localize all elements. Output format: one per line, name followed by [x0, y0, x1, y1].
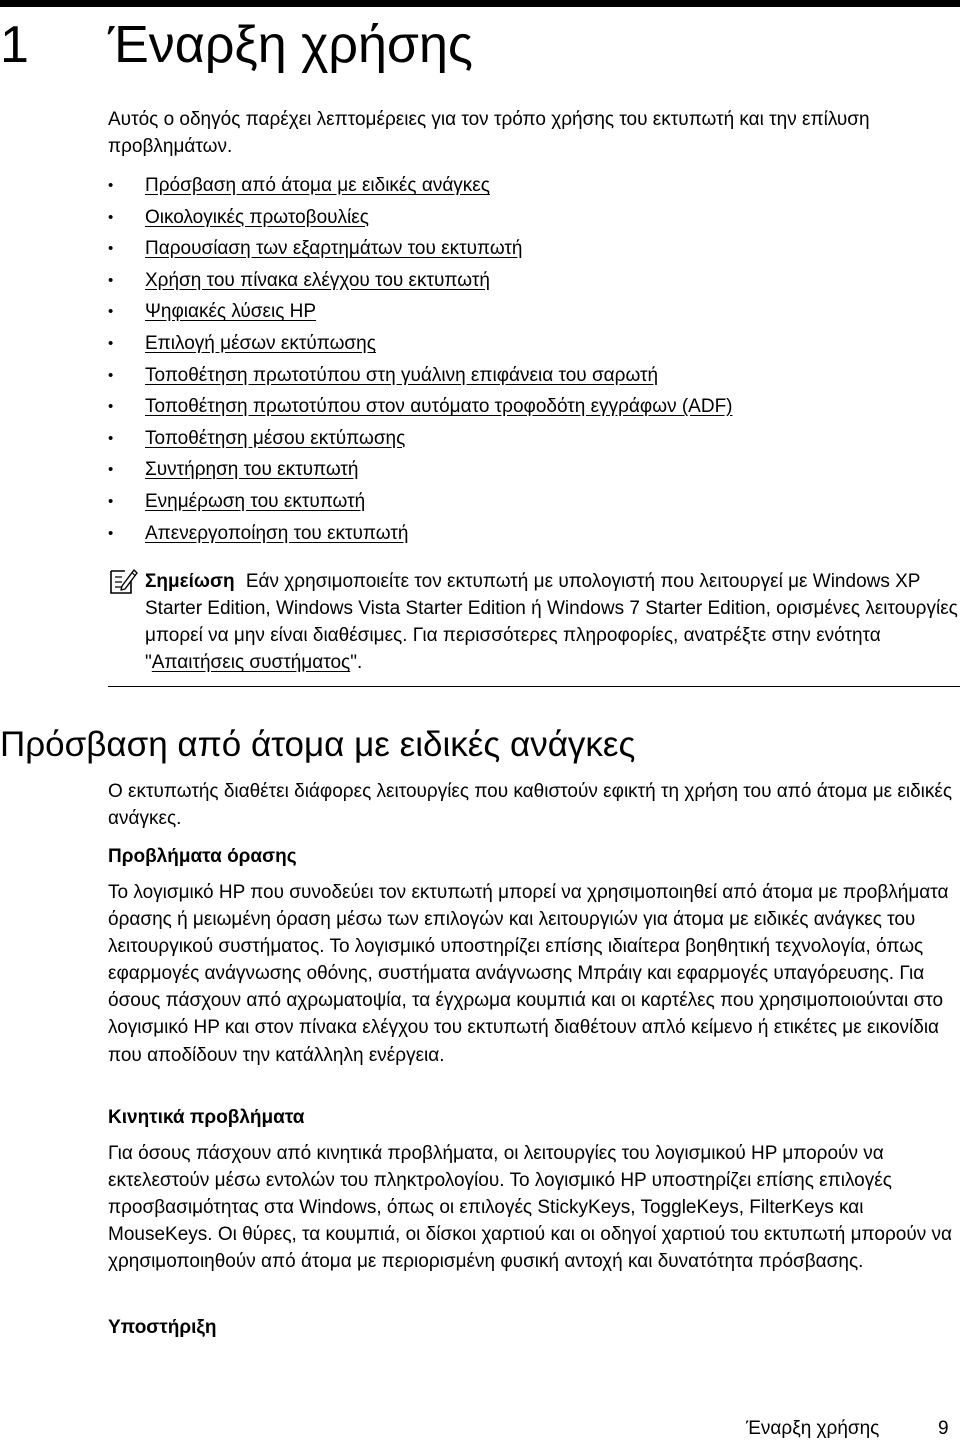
- system-requirements-link[interactable]: Απαιτήσεις συστήματος: [151, 652, 351, 673]
- vision-paragraph: Το λογισμικό HP που συνοδεύει τον εκτυπωτή μπορεί να χρησιμοποιηθεί από άτομα με προβλήματα όρασης ή μειωμένη όραση μέσω των επιλογών και λειτουργιών για άτομα με ειδικές ανάγκες του λειτουργικού συστήματος. Το λογισμικό υποστηρίζει επίσης ιδιαίτερα βοηθητική τεχνολογία, όπως εφαρμογές ανάγνωσης οθόνης, συστήματα ανάγνωσης Μπράιγ και εφαρμογές υπαγόρευσης. Για όσους πάσχουν από αχρωματοψία, τα έγχρωμα κουμπιά και οι καρτέλες που χρησιμοποιούνται στο λογισμικό HP και στον πίνακα ελέγχου του εκτυπωτή διαθέτουν απλό κείμενο ή ετικέτες με εικονίδια που αποδίδουν την κατάλληλη ενέργεια.: [108, 882, 949, 1066]
- bullet-icon: •: [108, 366, 114, 384]
- mobility-paragraph: Για όσους πάσχουν από κινητικά προβλήματα, οι λειτουργίες του λογισμικού HP μπορούν να εκτελεστούν μέσω εντολών του πληκτρολογίου. Το λογισμικό HP υποστηρίζει επίσης επιλογές προσβασιμότητας στα Windows, όπως οι επιλογές StickyKeys, ToggleKeys, FilterKeys και MouseKeys. Οι θύρες, τα κουμπιά, οι δίσκοι χαρτιού και οι οδηγοί χαρτιού του εκτυπωτή μπορούν να χρησιμοποιηθούν από άτομα με περιορισμένη φυσική αντοχή και δυνατότητα πρόσβασης.: [108, 1143, 952, 1273]
- section-title-accessibility: Πρόσβαση από άτομα με ειδικές ανάγκες: [0, 725, 636, 764]
- subhead-vision: Προβλήματα όρασης: [108, 846, 297, 867]
- intro-paragraph: Αυτός ο οδηγός παρέχει λεπτομέρειες για τον τρόπο χρήσης του εκτυπωτή και την επίλυση προβλημάτων.: [108, 109, 870, 157]
- bullet-icon: •: [108, 240, 114, 258]
- note-body: Εάν χρησιμοποιείτε τον εκτυπωτή με υπολογιστή που λειτουργεί με Windows XP Starter Edition, Windows Vista Starter Edition ή Windows 7 Starter Edition, ορισμένες λειτουργίες μπορεί να μην είναι διαθέσιμες. Για περισσότερες πληροφορίες, ανατρέξτε στην ενότητα ": [145, 571, 958, 673]
- toc-item: [108, 518, 733, 550]
- chapter-number: 1: [0, 16, 29, 74]
- top-rule: [0, 0, 960, 7]
- toc-item: [108, 296, 733, 328]
- bullet-icon: •: [108, 524, 114, 542]
- toc-link-accessibility[interactable]: Πρόσβαση από άτομα με ειδικές ανάγκες: [145, 175, 490, 196]
- bullet-icon: •: [108, 303, 114, 321]
- toc-item: [108, 328, 733, 360]
- toc-link-select-media[interactable]: Επιλογή μέσων εκτύπωσης: [145, 332, 376, 354]
- note-box: [108, 566, 960, 687]
- bullet-icon: •: [108, 334, 114, 352]
- toc-item: [108, 423, 733, 455]
- chapter-title-text: Έναρξη χρήσης: [108, 16, 473, 74]
- toc-item: [108, 265, 733, 297]
- bullet-icon: •: [108, 429, 114, 447]
- toc-item: [108, 486, 733, 518]
- toc-link-load-media[interactable]: Τοποθέτηση μέσου εκτύπωσης: [145, 427, 406, 449]
- note-label: Σημείωση: [145, 571, 235, 592]
- toc-link-maintain-printer[interactable]: Συντήρηση του εκτυπωτή: [145, 459, 359, 481]
- bullet-icon: •: [108, 492, 114, 510]
- toc-item: [108, 233, 733, 265]
- toc-item: [108, 170, 733, 202]
- bullet-icon: •: [108, 208, 114, 226]
- footer-page-number: 9: [938, 1418, 949, 1439]
- subhead-support: Υποστήριξη: [108, 1317, 217, 1338]
- note-body-end: ".: [350, 652, 363, 673]
- toc-link-update-printer[interactable]: Ενημέρωση του εκτυπωτή: [145, 490, 366, 512]
- accessibility-intro-paragraph: Ο εκτυπωτής διαθέτει διάφορες λειτουργίες που καθιστούν εφικτή τη χρήση του από άτομα με ειδικές ανάγκες.: [108, 781, 953, 830]
- bullet-icon: •: [108, 398, 114, 416]
- toc-item: [108, 391, 733, 423]
- toc-item: [108, 360, 733, 392]
- toc-link-hp-digital-solutions[interactable]: Ψηφιακές λύσεις HP: [145, 301, 317, 323]
- bullet-icon: •: [108, 461, 114, 479]
- toc-link-printer-parts[interactable]: Παρουσίαση των εξαρτημάτων του εκτυπωτή: [145, 238, 523, 260]
- footer-chapter-title: Έναρξη χρήσης: [746, 1418, 880, 1439]
- toc-link-eco-initiatives[interactable]: Οικολογικές πρωτοβουλίες: [145, 206, 369, 228]
- note-text: [145, 568, 960, 676]
- note-pencil-icon: [108, 566, 138, 596]
- toc-item: [108, 202, 733, 234]
- bullet-icon: •: [108, 271, 114, 289]
- toc-item: [108, 454, 733, 486]
- toc-link-control-panel[interactable]: Χρήση του πίνακα ελέγχου του εκτυπωτή: [145, 269, 490, 291]
- toc-link-turn-off-printer[interactable]: Απενεργοποίηση του εκτυπωτή: [145, 522, 409, 544]
- toc-link-load-original-glass[interactable]: Τοποθέτηση πρωτοτύπου στη γυάλινη επιφάνεια του σαρωτή: [145, 364, 659, 386]
- chapter-contents-list: [108, 170, 733, 549]
- bullet-icon: •: [108, 177, 114, 194]
- toc-link-load-original-adf[interactable]: Τοποθέτηση πρωτοτύπου στον αυτόματο τροφοδότη εγγράφων (ADF): [145, 396, 733, 418]
- subhead-mobility: Κινητικά προβλήματα: [108, 1107, 305, 1128]
- chapter-title: [0, 14, 473, 76]
